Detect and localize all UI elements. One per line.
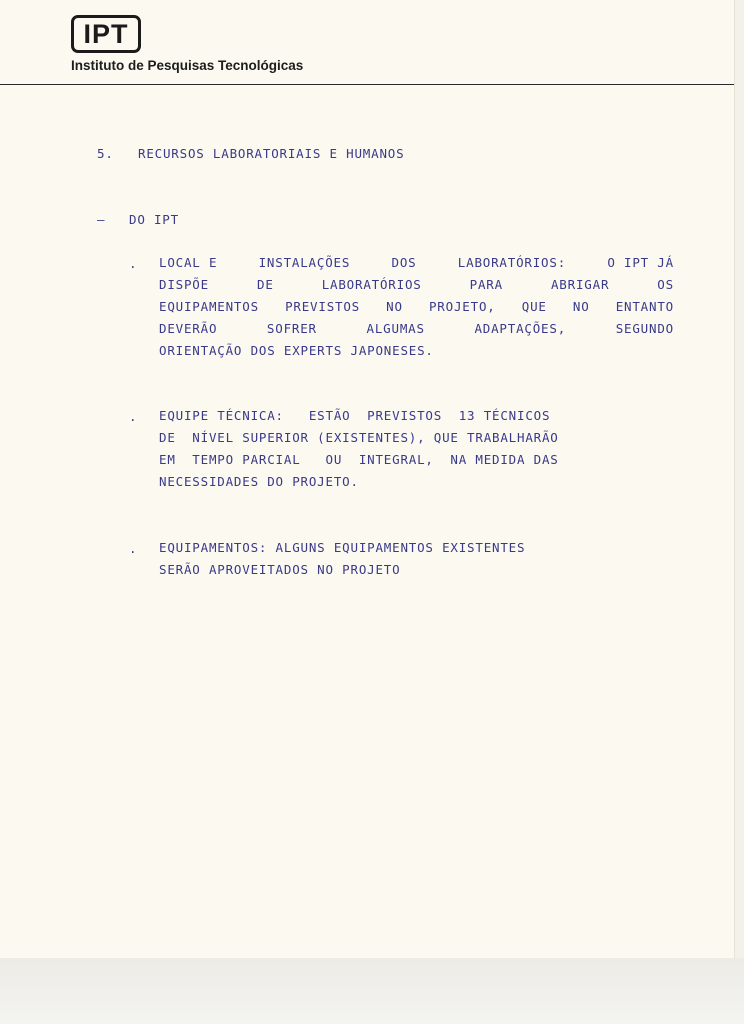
word: EQUIPAMENTOS (159, 299, 259, 314)
word: DEVERÃO (159, 321, 218, 336)
item-1-line-4 (159, 323, 674, 336)
subsection-dash: — (97, 212, 106, 227)
word: LABORATÓRIOS: (457, 255, 567, 270)
word: ENTANTO (615, 299, 674, 314)
word: PARA (469, 277, 503, 292)
word: ALGUMAS (366, 321, 425, 336)
item-bullet: . (129, 541, 138, 556)
word: PROJETO, (428, 299, 496, 314)
word: QUE (521, 299, 547, 314)
word: ABRIGAR (550, 277, 610, 292)
word: LOCAL E (159, 255, 218, 270)
item-1-line-5: ORIENTAÇÃO DOS EXPERTS JAPONESES. (159, 343, 434, 358)
item-2-line-2: DE NÍVEL SUPERIOR (EXISTENTES), QUE TRABALHARÃO (159, 430, 559, 445)
institution-name: Instituto de Pesquisas Tecnológicas (71, 58, 304, 73)
word: SOFRER (266, 321, 317, 336)
word: OS (657, 277, 674, 292)
word: INSTALAÇÕES (258, 255, 351, 270)
header-divider (0, 84, 734, 85)
item-bullet: . (129, 256, 138, 271)
scan-background (0, 958, 744, 1024)
subsection-title: DO IPT (129, 212, 179, 227)
word: DOS (391, 255, 417, 270)
section-number: 5. (97, 146, 114, 161)
item-1-line-1 (159, 257, 674, 270)
logo-text: IPT (83, 18, 129, 49)
word: DE (257, 277, 274, 292)
item-2-line-4: NECESSIDADES DO PROJETO. (159, 474, 359, 489)
item-bullet: . (129, 409, 138, 424)
ipt-logo (71, 15, 141, 53)
word: NO (572, 299, 590, 314)
word: NO (386, 299, 403, 314)
word: DISPÕE (159, 277, 209, 292)
word: O IPT JÁ (607, 255, 674, 270)
word: PREVISTOS (285, 299, 361, 314)
word: SEGUNDO (615, 321, 674, 336)
item-2-line-1: EQUIPE TÉCNICA: ESTÃO PREVISTOS 13 TÉCNICOS (159, 408, 551, 423)
word: LABORATÓRIOS (321, 277, 422, 292)
item-3-line-2: SERÃO APROVEITADOS NO PROJETO (159, 562, 401, 577)
item-2-line-3: EM TEMPO PARCIAL OU INTEGRAL, NA MEDIDA DAS (159, 452, 559, 467)
item-3-line-1: EQUIPAMENTOS: ALGUNS EQUIPAMENTOS EXISTENTES (159, 540, 526, 555)
word: ADAPTAÇÕES, (474, 321, 567, 336)
item-1-line-2 (159, 279, 674, 292)
item-1-line-3 (159, 301, 674, 314)
section-title: RECURSOS LABORATORIAIS E HUMANOS (138, 146, 405, 161)
